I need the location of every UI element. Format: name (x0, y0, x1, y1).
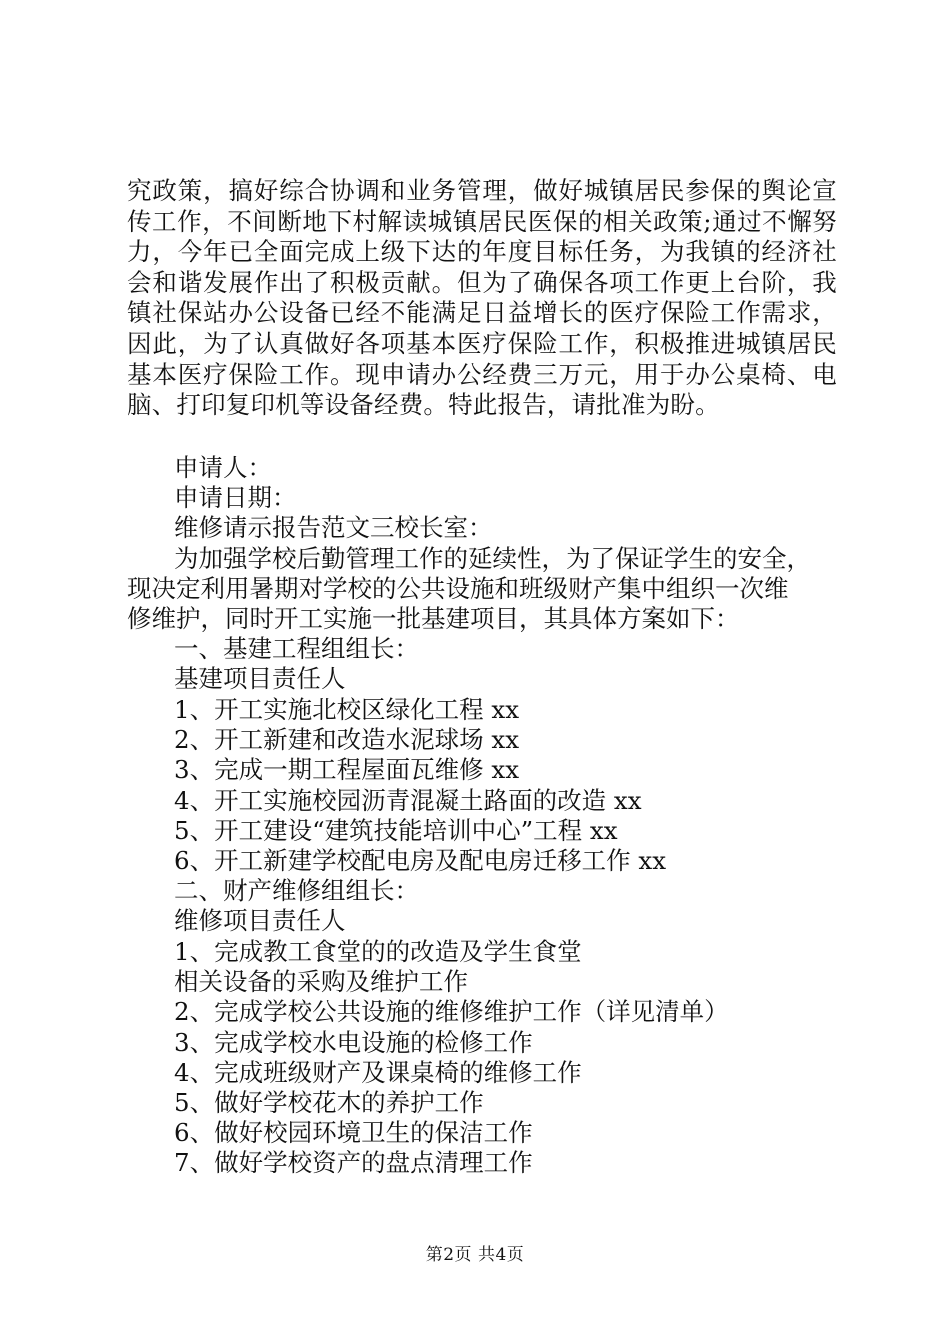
list-item: 4、开工实施校园沥青混凝土路面的改造 xx (174, 786, 642, 815)
group-title: 一、基建工程组组长： (174, 634, 419, 663)
group-title: 二、财产维修组组长： (174, 876, 419, 905)
list-item: 3、完成学校水电设施的检修工作 (174, 1028, 533, 1057)
intro-line: 为加强学校后勤管理工作的延续性，为了保证学生的安全， (174, 544, 811, 573)
applicant-label: 申请人： (174, 453, 272, 482)
intro-line: 现决定利用暑期对学校的公共设施和班级财产集中组织一次维 (127, 574, 789, 603)
group-owner: 维修项目责任人 (174, 906, 346, 935)
list-item: 5、做好学校花木的养护工作 (174, 1088, 484, 1117)
list-item: 2、完成学校公共设施的维修维护工作（详见清单） (174, 997, 729, 1026)
section-title: 维修请示报告范文三校长室： (174, 513, 493, 542)
group-owner: 基建项目责任人 (174, 664, 346, 693)
list-item: 3、完成一期工程屋面瓦维修 xx (174, 755, 520, 784)
intro-line: 修维护，同时开工实施一批基建项目，其具体方案如下： (127, 604, 740, 633)
list-item: 1、完成教工食堂的的改造及学生食堂 (174, 937, 582, 966)
list-item: 6、开工新建学校配电房及配电房迁移工作 xx (174, 846, 667, 875)
list-item: 5、开工建设“建筑技能培训中心”工程 xx (174, 816, 618, 845)
list-item: 2、开工新建和改造水泥球场 xx (174, 725, 520, 754)
body-paragraph: 究政策，搞好综合协调和业务管理，做好城镇居民参保的舆论宣传工作，不间断地下村解读城镇居民医保的相关政策;通过不懈努力，今年已全面完成上级下达的年度目标任务，为我镇的经济社会和谐发展作出了积极贡献。但为了确保各项工作更上台阶，我镇社保站办公设备已经不能满足日益增长的医疗保险工作需求，因此，为了认真做好各项基本医疗保险工作，积极推进城镇居民基本医疗保险工作。现申请办公经费三万元，用于办公桌椅、电脑、打印复印机等设备经费。特此报告，请批准为盼。 (127, 176, 837, 420)
list-item: 1、开工实施北校区绿化工程 xx (174, 695, 520, 724)
list-item: 4、完成班级财产及课桌椅的维修工作 (174, 1058, 582, 1087)
date-label: 申请日期： (174, 483, 297, 512)
page-indicator: 第2页 共4页 (425, 1245, 525, 1265)
list-item: 相关设备的采购及维护工作 (174, 967, 468, 996)
list-item: 7、做好学校资产的盘点清理工作 (174, 1148, 533, 1177)
list-item: 6、做好校园环境卫生的保洁工作 (174, 1118, 533, 1147)
